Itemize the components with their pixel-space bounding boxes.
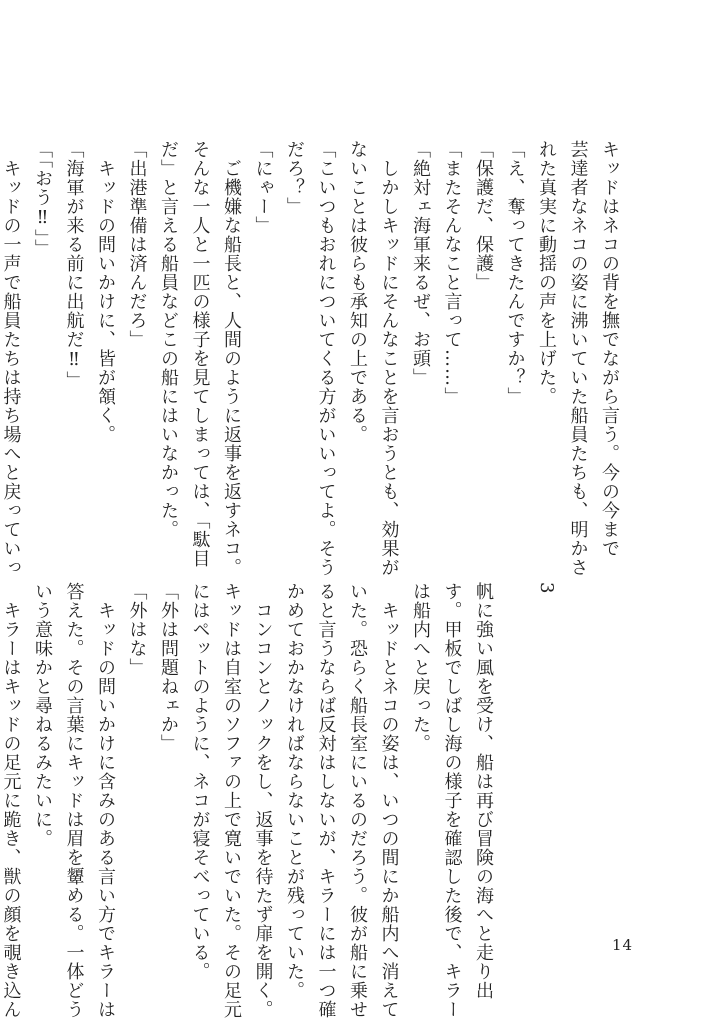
text-line: ないことは彼らも承知の上である。 — [347, 140, 368, 444]
text-line: キッドの問いかけに含みのある言い方でキラーは — [95, 582, 116, 1019]
text-line: ると言うならば反対はしないが、キラーには一つ確 — [315, 582, 337, 1019]
text-line: 「出港準備は済んだろ」 — [126, 140, 148, 349]
text-line: キッドは自室のソファの上で寛いでいた。その足元 — [221, 582, 242, 1019]
text-line: 「にゃー」 — [252, 140, 274, 235]
text-line: 答えた。その言葉にキッドは眉を顰める。一体どう — [63, 582, 85, 1019]
text-line: キッドはネコの背を撫でながら言う。今の今まで — [599, 140, 620, 558]
text-line: そんな一人と一匹の様子を見てしまっては、「駄目 — [189, 140, 211, 568]
text-line: 「外は問題ねェか」 — [158, 582, 179, 753]
text-line: 「海軍が来る前に出航だ‼」 — [63, 140, 85, 390]
text-line: れた真実に動揺の声を上げた。 — [536, 140, 557, 406]
text-line: コンコンとノックをし、返事を待たず扉を開く。 — [252, 582, 274, 1019]
text-line: 帆に強い風を受け、船は再び冒険の海へと走り出 — [473, 582, 494, 1000]
text-line: だ」と言える船員などこの船にはいなかった。 — [158, 140, 179, 539]
text-line: 「絶対ェ海軍来るぜ、お頭」 — [410, 140, 431, 387]
text-line: 「え、奪ってきたんですか？」 — [504, 140, 526, 406]
text-line: いう意味かと尋ねるみたいに。 — [32, 582, 53, 848]
text-line: は船内へと戻った。 — [410, 582, 431, 753]
text-line: 「またそんなこと言って……」 — [441, 140, 463, 406]
text-line: キッドとネコの姿は、いつの間にか船内へ消えて — [378, 582, 400, 1019]
upper-text-block — [0, 140, 625, 577]
text-line: キッドの一声で船員たちは持ち場へと戻っていっ — [0, 140, 22, 577]
text-line: 「外はな」 — [126, 582, 148, 677]
text-line: キラーはキッドの足元に跪き、獣の顔を覗き込ん — [0, 582, 22, 1019]
text-line: 「保護だ、保護」 — [473, 140, 494, 292]
text-line: しかしキッドにそんなことを言おうとも、効果が — [378, 140, 400, 577]
page-number: 14 — [612, 936, 634, 954]
text-line: 芸達者なネコの姿に沸いていた船員たちも、明かさ — [567, 140, 589, 577]
text-line: かめておかなければならないことが残っていた。 — [284, 582, 305, 1000]
text-line: いた。恐らく船長室にいるのだろう。彼が船に乗せ — [347, 582, 368, 1019]
text-line: だろ？」 — [284, 140, 305, 216]
text-line: す。甲板でしばし海の様子を確認した後で、キラー — [441, 582, 463, 1019]
text-line: にはペットのように、ネコが寝そべっている。 — [189, 582, 211, 981]
text-line: ご機嫌な船長と、人間のように返事を返すネコ。 — [221, 140, 242, 577]
text-line: キッドの問いかけに、皆が頷く。 — [95, 140, 116, 444]
text-line: 「こいつもおれについてくる方がいいってよ。そう — [315, 140, 337, 577]
text-line: 「「おう‼」」 — [32, 140, 53, 258]
section-number: 3 — [536, 582, 557, 595]
